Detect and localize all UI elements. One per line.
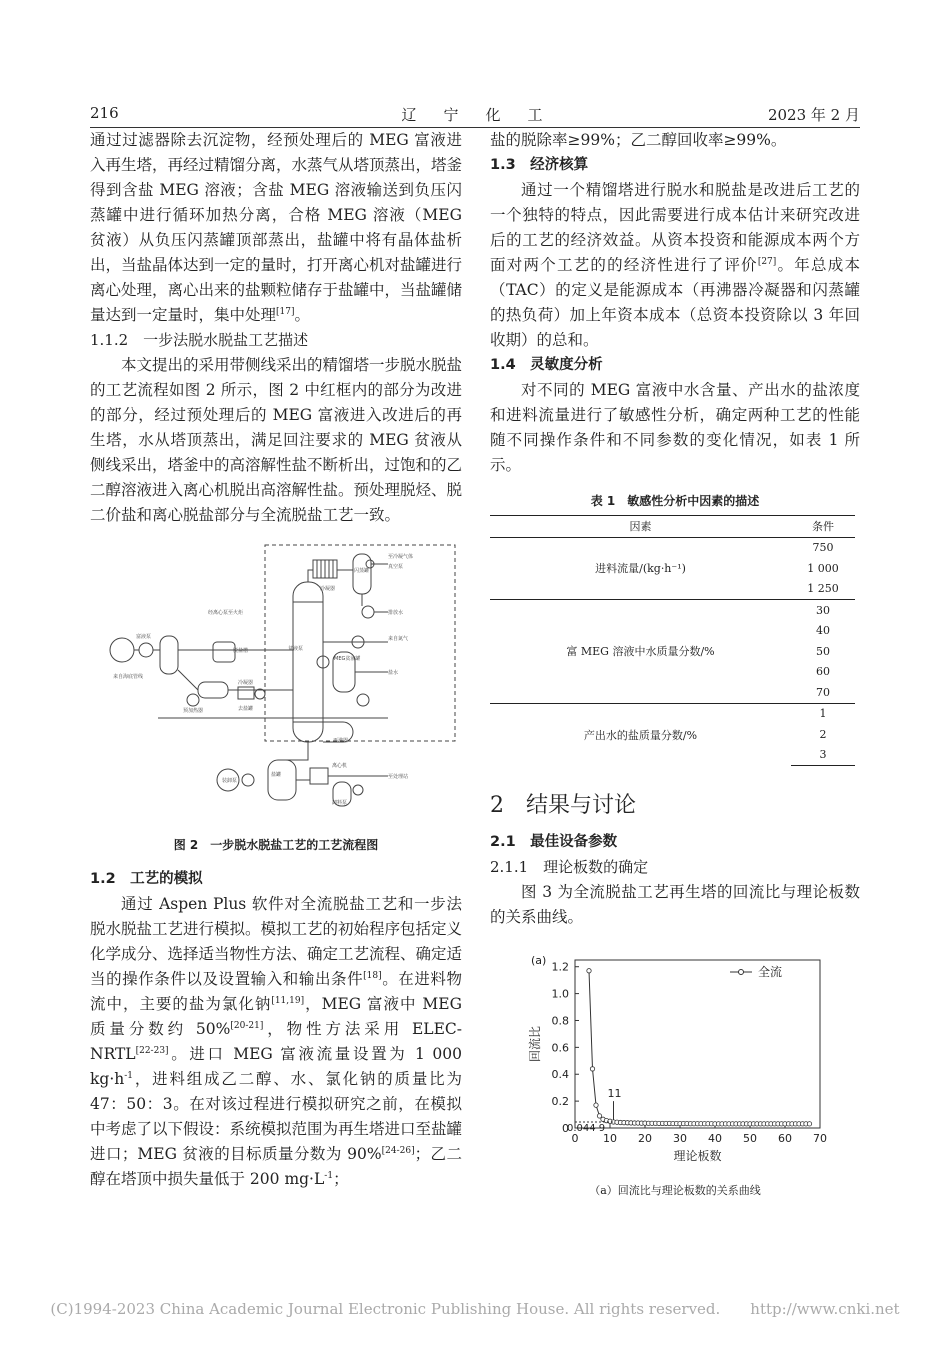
x-tick-label: 10 bbox=[603, 1132, 617, 1145]
y-tick-label: 1.0 bbox=[551, 987, 569, 1001]
y-tick-label: 0.8 bbox=[551, 1014, 569, 1028]
subsection-heading: 2.1.1 理论板数的确定 bbox=[490, 858, 649, 876]
separator bbox=[198, 682, 228, 698]
legend-marker bbox=[739, 970, 744, 975]
fig2-label: 贫液泵 bbox=[288, 646, 304, 652]
y-axis-label: 回流比 bbox=[528, 1025, 542, 1063]
process-flow-figure bbox=[88, 542, 462, 816]
section-heading: 1.2 工艺的模拟 bbox=[90, 871, 203, 887]
flash-drum bbox=[160, 636, 178, 674]
table-cell: 30 bbox=[791, 600, 855, 621]
fig2-label: 装卸泵 bbox=[222, 778, 238, 784]
table-factor: 进料流量/(kg·h⁻¹) bbox=[490, 537, 791, 600]
table-cell: 1 bbox=[791, 703, 855, 724]
table-cell: 1 250 bbox=[807, 582, 839, 596]
copyright-footer: (C)1994-2023 China Academic Journal Electronic Publishing House. All rights reserved. http://www.cnki.net bbox=[50, 1300, 900, 1318]
data-point bbox=[594, 1103, 598, 1107]
fig2-label: 排放水 bbox=[388, 610, 404, 616]
table-cell: 60 bbox=[816, 665, 830, 679]
fig2-label: 经离心泵至火炬 bbox=[208, 610, 244, 616]
fig2-label: 至处理站 bbox=[388, 774, 409, 780]
fig2-label: 去盐罐 bbox=[238, 706, 254, 712]
x-tick-label: 20 bbox=[638, 1132, 652, 1145]
sensitivity-table bbox=[490, 515, 855, 766]
left-column bbox=[90, 128, 462, 1192]
fig2-label: 冷凝器 bbox=[238, 680, 254, 686]
chapter-heading: 2 结果与讨论 bbox=[490, 793, 636, 818]
fig2-label: 冷凝器 bbox=[320, 586, 336, 592]
page-number: 216 bbox=[90, 104, 119, 122]
tank bbox=[110, 638, 134, 662]
paragraph: 盐的脱除率≥99%；乙二醇回收率≥99%。 bbox=[490, 131, 787, 149]
panel-label: (a) bbox=[531, 954, 547, 967]
table-factor: 富 MEG 溶液中水质量分数/% bbox=[490, 600, 791, 704]
pump bbox=[242, 774, 254, 786]
filter bbox=[238, 687, 254, 699]
fig2-label: MEG贫液罐 bbox=[334, 656, 361, 662]
paragraph: 通过过滤器除去沉淀物，经预处理后的 MEG 富液进入再生塔，再经过精馏分离，水蒸气从塔顶蒸出，塔釜得到含盐 MEG 溶液；含盐 MEG 溶液输送到负压闪蒸罐中进行循环加热分离，合格 MEG 溶液（MEG 贫液）从负压闪蒸罐顶部蒸出，盐罐中将有晶体盐析出，当盐晶体达到一定的量时，打开离心机对盐罐进行离心处理，离心出来的盐颗粒储存于盐罐中，当盐罐储量达到一定量时，集中处理[17]。 bbox=[90, 131, 463, 324]
table-header: 条件 bbox=[791, 516, 855, 538]
data-point bbox=[587, 969, 591, 973]
section-heading: 1.4 灵敏度分析 bbox=[490, 357, 603, 373]
figure-caption: 图 2 一步脱水脱盐工艺的工艺流程图 bbox=[173, 838, 379, 852]
table-cell: 1 000 bbox=[807, 561, 839, 575]
data-point bbox=[807, 1122, 811, 1126]
paragraph: 对不同的 MEG 富液中水含量、产出水的盐浓度和进料流量进行了敏感性分析，确定两种工艺的性能随不同操作条件和不同参数的变化情况，如表 1 所示。 bbox=[490, 381, 860, 474]
x-tick-label: 70 bbox=[813, 1132, 827, 1145]
y-tick-label: 0.4 bbox=[551, 1068, 569, 1082]
fig2-label: 离心机 bbox=[332, 763, 348, 769]
paragraph: 图 3 为全流脱盐工艺再生塔的回流比与理论板数的关系曲线。 bbox=[490, 883, 860, 926]
table-caption: 表 1 敏感性分析中因素的描述 bbox=[590, 494, 760, 508]
heater bbox=[139, 643, 153, 657]
fig2-label: 脱盐槽 bbox=[233, 648, 249, 654]
fig2-label: 至冷凝气体 bbox=[388, 554, 414, 560]
fig2-label: 来自海底管线 bbox=[113, 674, 144, 680]
process-flow-diagram bbox=[88, 542, 463, 812]
figure-caption: （a）回流比与理论板数的关系曲线 bbox=[589, 1184, 761, 1197]
fig2-label: 来自氮气 bbox=[388, 636, 409, 642]
fig2-label: 盐罐 bbox=[271, 772, 282, 778]
table-cell: 40 bbox=[816, 624, 830, 638]
x-tick-label: 30 bbox=[673, 1132, 687, 1145]
pump bbox=[187, 694, 199, 706]
journal-name: 辽 宁 化 工 bbox=[401, 106, 549, 124]
plot-frame bbox=[575, 960, 820, 1128]
table-factor: 产出水的盐质量分数/% bbox=[490, 703, 791, 766]
annotation-label: 0.044 9 bbox=[567, 1123, 606, 1134]
section-heading: 2.1 最佳设备参数 bbox=[490, 834, 618, 850]
x-axis-label: 理论板数 bbox=[673, 1149, 722, 1163]
reflux-ratio-chart bbox=[525, 948, 865, 1178]
y-tick-label: 0.2 bbox=[551, 1095, 569, 1109]
table-cell: 70 bbox=[816, 685, 830, 699]
section-heading: 1.3 经济核算 bbox=[490, 157, 589, 173]
x-tick-label: 60 bbox=[778, 1132, 792, 1145]
paragraph: 通过一个精馏塔进行脱水和脱盐是改进后工艺的一个独特的特点，因此需要进行成本估计来研究改进后的工艺的经济效益。从资本投资和能源成本两个方面对两个工艺的的经济性进行了评价[27]。年总成本（TAC）的定义是能源成本（再沸器冷凝器和闪蒸罐的热负荷）加上年资本成本（总资本投资除以 3 年回收期）的总和。 bbox=[490, 181, 860, 349]
table-cell: 750 bbox=[791, 537, 855, 558]
annotation-label: 11 bbox=[607, 1087, 622, 1101]
fig2-label: 预加热器 bbox=[183, 708, 204, 714]
series-line bbox=[589, 971, 810, 1124]
issue-date: 2023 年 2 月 bbox=[767, 106, 860, 124]
x-tick-label: 40 bbox=[708, 1132, 722, 1145]
fig2-label: 盐水 bbox=[388, 670, 399, 676]
x-tick-label: 0 bbox=[571, 1132, 579, 1145]
legend-label: 全流 bbox=[758, 965, 783, 979]
y-tick-label: 0 bbox=[562, 1122, 569, 1135]
paragraph: 本文提出的采用带侧线采出的精馏塔一步脱水脱盐的工艺流程如图 2 所示，图 2 中红框内的部分为改进的部分，经过预处理后的 MEG 富液进入改进后的再生塔，水从塔顶蒸出，满足回注要求的 MEG 贫液从侧线采出，塔釜中的高溶解性盐不断析出，过饱和的乙二醇溶液进入离心机脱出高溶解性盐。预处理脱烃、脱二价盐和离心脱盐部分与全流脱盐工艺一致。 bbox=[90, 356, 463, 524]
paragraph: 通过 Aspen Plus 软件对全流脱盐工艺和一步法脱水脱盐工艺进行模拟。模拟工艺的初始程序包括定义化学成分、选择适当物性方法、确定工艺流程、确定适当的操作条件以及设置输入和输出条件[18]。在进料物流中，主要的盐为氯化钠[11,19]，MEG 富液中 MEG 质量分数约 50%[20-21]，物性方法采用 ELEC-NRTL[22-23]。进口 MEG 富液流量设置为 1 000 $kg\cdot h^{-1}$，进料组成乙二醇、水、氯化钠的质量比为 47：50：3。在对该过程进行模拟研究之前，在模拟中考虑了以下假设：系统模拟范围为再生塔进口至盐罐进口；MEG 贫液的目标质量分数为 90%[24-26]；乙二醇在塔顶中损失量低于 200 $mg\cdot L^{-1}$； bbox=[90, 895, 463, 1188]
table-cell: 2 bbox=[819, 727, 827, 741]
subsection-heading: 1.1.2 一步法脱水脱盐工艺描述 bbox=[90, 331, 309, 349]
pump bbox=[362, 606, 374, 618]
data-point bbox=[597, 1114, 601, 1118]
centrifuge bbox=[310, 768, 328, 784]
fig2-label: 真空泵 bbox=[388, 564, 404, 570]
salt-tank bbox=[268, 760, 296, 800]
table-cell: 50 bbox=[816, 644, 830, 658]
table-header: 因素 bbox=[490, 516, 791, 538]
fig2-label: 卸料泵 bbox=[332, 800, 348, 806]
data-point bbox=[590, 1067, 594, 1071]
fig2-label: 富液泵 bbox=[136, 634, 152, 640]
fig2-label: 闪蒸罐 bbox=[354, 568, 370, 574]
table-cell: 3 bbox=[791, 745, 855, 766]
y-tick-label: 0.6 bbox=[551, 1041, 569, 1055]
fig2-label: 再沸器 bbox=[333, 738, 349, 744]
y-tick-label: 1.2 bbox=[551, 960, 569, 974]
x-tick-label: 50 bbox=[743, 1132, 757, 1145]
right-column bbox=[490, 128, 860, 1198]
